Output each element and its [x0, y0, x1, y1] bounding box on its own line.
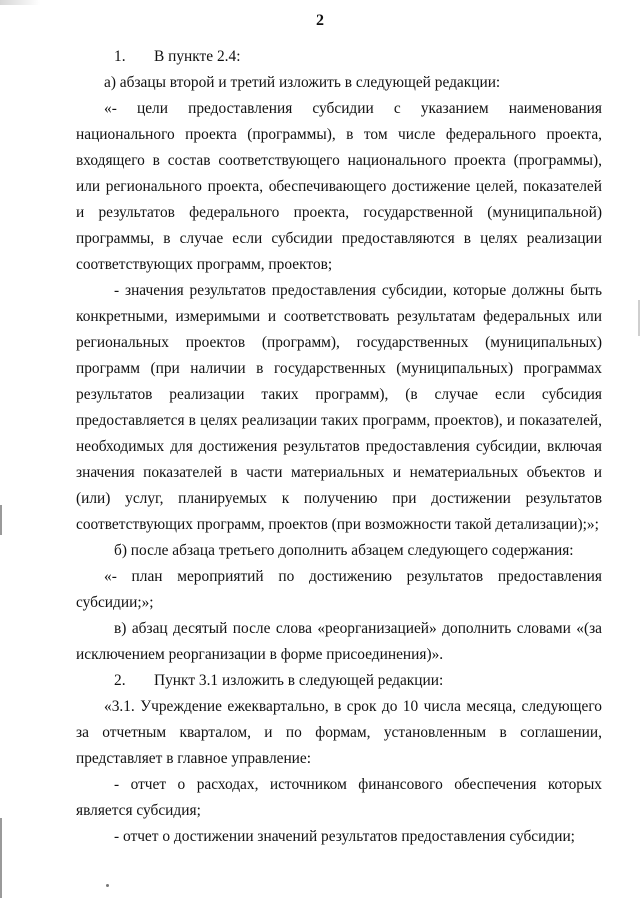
subitem-b: б) после абзаца третьего дополнить абзацем следующего содержания:: [114, 542, 574, 559]
item-2-paragraph: «3.1. Учреждение ежеквартально, в срок до 10 числа месяца, следующего за отчетным кварталом, и по формам, установленным в соглашении, представляет в главное управление:: [76, 698, 602, 767]
scan-speck: [106, 884, 109, 887]
document-body: [76, 44, 602, 850]
subitem-a: а) абзацы второй и третий изложить в следующей редакции:: [104, 74, 501, 91]
scan-smudge: [0, 0, 40, 5]
item-2-report-expenses: - отчет о расходах, источником финансового обеспечения которых является субсидия;: [76, 776, 602, 819]
subitem-b-text: «- план мероприятий по достижению результатов предоставления субсидии;»;: [76, 568, 602, 611]
subitem-c: в) абзац десятый после слова «реорганизацией» дополнить словами «(за исключением реорганизации в форме присоединения)».: [76, 620, 602, 663]
subitem-a-values-paragraph: - значения результатов предоставления субсидии, которые должны быть конкретными, измеримыми и соответствовать результатам федеральных или региональных проектов (программ), государственных (муниципальных) программ (при наличии в государственных (муниципальных) программах результатов реализации таких программ), (в случае если субсидия предоставляется в целях реализации таких программ, проектов), и показателей, необходимых для достижения результатов предоставления субсидии, включая значения показателей в части материальных и нематериальных объектов и (или) услуг, планируемых к получению при достижении результатов соответствующих программ, проектов (при возможности такой детализации);»;: [76, 282, 602, 533]
scan-edge-mark: [0, 818, 2, 898]
item-2-heading: [76, 668, 602, 694]
subitem-a-goals-paragraph: «- цели предоставления субсидии с указанием наименования национального проекта (программы), в том числе федерального проекта, входящего в состав соответствующего национального проекта (программы), или регионального проекта, обеспечивающего достижение целей, показателей и результатов федерального проекта, государственной (муниципальной) программы, в случае если субсидии предоставляются в целях реализации соответствующих программ, проектов;: [76, 100, 602, 273]
page-number: 2: [316, 12, 324, 29]
item-2-report-results: - отчет о достижении значений результатов предоставления субсидии;: [114, 828, 575, 845]
scan-edge-mark: [0, 505, 2, 535]
item-2-number: 2.: [114, 672, 126, 689]
item-1-number: 1.: [114, 48, 126, 65]
item-1-heading: [76, 44, 602, 70]
item-1-title: В пункте 2.4:: [154, 48, 241, 65]
item-2-title: Пункт 3.1 изложить в следующей редакции:: [154, 672, 444, 689]
